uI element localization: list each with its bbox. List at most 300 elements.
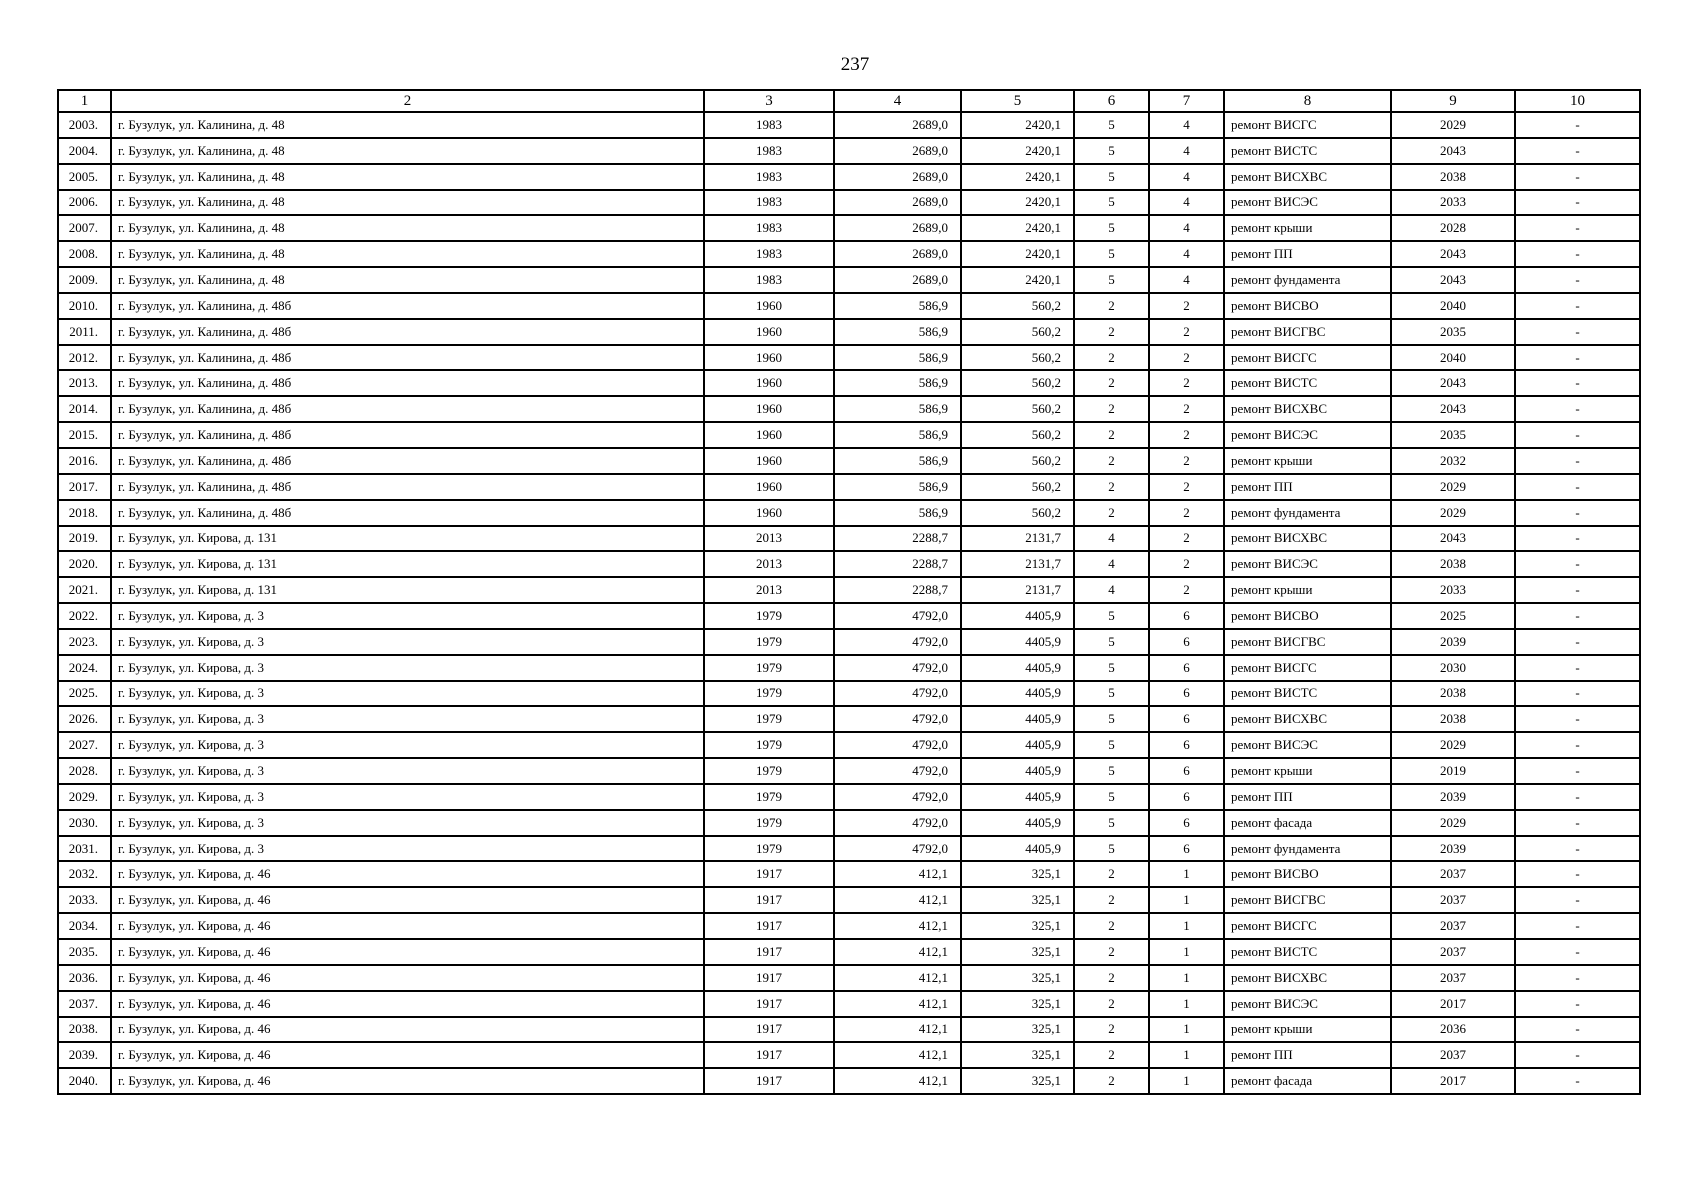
total-area-cell: 4792,0 <box>834 655 961 681</box>
total-area-cell: 412,1 <box>834 887 961 913</box>
note-cell: - <box>1515 370 1640 396</box>
entrances-cell: 1 <box>1149 1042 1224 1068</box>
table-row <box>58 836 1640 862</box>
living-area-cell: 4405,9 <box>961 732 1074 758</box>
entrances-cell: 1 <box>1149 1068 1224 1094</box>
table-row <box>58 629 1640 655</box>
address-cell: г. Бузулук, ул. Кирова, д. 3 <box>111 732 704 758</box>
row-number-cell: 2020. <box>58 551 111 577</box>
floors-cell: 5 <box>1074 138 1149 164</box>
note-cell: - <box>1515 732 1640 758</box>
total-area-cell: 4792,0 <box>834 732 961 758</box>
entrances-cell: 1 <box>1149 991 1224 1017</box>
entrances-cell: 6 <box>1149 810 1224 836</box>
total-area-cell: 586,9 <box>834 370 961 396</box>
address-cell: г. Бузулук, ул. Кирова, д. 3 <box>111 758 704 784</box>
floors-cell: 5 <box>1074 241 1149 267</box>
planned-year-cell: 2017 <box>1391 991 1515 1017</box>
planned-year-cell: 2029 <box>1391 112 1515 138</box>
note-cell: - <box>1515 1017 1640 1043</box>
floors-cell: 4 <box>1074 551 1149 577</box>
address-cell: г. Бузулук, ул. Кирова, д. 131 <box>111 577 704 603</box>
entrances-cell: 4 <box>1149 138 1224 164</box>
total-area-cell: 2689,0 <box>834 164 961 190</box>
year-built-cell: 1917 <box>704 939 834 965</box>
total-area-cell: 4792,0 <box>834 629 961 655</box>
year-built-cell: 1983 <box>704 164 834 190</box>
living-area-cell: 325,1 <box>961 965 1074 991</box>
planned-year-cell: 2039 <box>1391 836 1515 862</box>
note-cell: - <box>1515 810 1640 836</box>
planned-year-cell: 2043 <box>1391 267 1515 293</box>
entrances-cell: 4 <box>1149 267 1224 293</box>
entrances-cell: 4 <box>1149 190 1224 216</box>
work-type-cell: ремонт ВИСГВС <box>1224 319 1391 345</box>
table-row <box>58 241 1640 267</box>
entrances-cell: 4 <box>1149 112 1224 138</box>
work-type-cell: ремонт ВИСВО <box>1224 293 1391 319</box>
row-number-cell: 2011. <box>58 319 111 345</box>
row-number-cell: 2028. <box>58 758 111 784</box>
address-cell: г. Бузулук, ул. Кирова, д. 46 <box>111 965 704 991</box>
planned-year-cell: 2038 <box>1391 706 1515 732</box>
row-number-cell: 2036. <box>58 965 111 991</box>
entrances-cell: 1 <box>1149 887 1224 913</box>
planned-year-cell: 2025 <box>1391 603 1515 629</box>
address-cell: г. Бузулук, ул. Кирова, д. 3 <box>111 655 704 681</box>
work-type-cell: ремонт ВИСВО <box>1224 603 1391 629</box>
column-header: 4 <box>834 90 961 112</box>
row-number-cell: 2015. <box>58 422 111 448</box>
floors-cell: 5 <box>1074 784 1149 810</box>
floors-cell: 5 <box>1074 655 1149 681</box>
planned-year-cell: 2043 <box>1391 138 1515 164</box>
year-built-cell: 1960 <box>704 448 834 474</box>
year-built-cell: 1979 <box>704 655 834 681</box>
work-type-cell: ремонт ВИСХВС <box>1224 526 1391 552</box>
note-cell: - <box>1515 215 1640 241</box>
work-type-cell: ремонт ВИСТС <box>1224 138 1391 164</box>
work-type-cell: ремонт ВИСТС <box>1224 681 1391 707</box>
floors-cell: 2 <box>1074 887 1149 913</box>
address-cell: г. Бузулук, ул. Кирова, д. 131 <box>111 551 704 577</box>
address-cell: г. Бузулук, ул. Калинина, д. 48б <box>111 345 704 371</box>
entrances-cell: 1 <box>1149 861 1224 887</box>
total-area-cell: 2288,7 <box>834 526 961 552</box>
address-cell: г. Бузулук, ул. Кирова, д. 46 <box>111 887 704 913</box>
year-built-cell: 1983 <box>704 267 834 293</box>
year-built-cell: 2013 <box>704 577 834 603</box>
floors-cell: 5 <box>1074 164 1149 190</box>
floors-cell: 2 <box>1074 500 1149 526</box>
living-area-cell: 2420,1 <box>961 241 1074 267</box>
total-area-cell: 586,9 <box>834 448 961 474</box>
year-built-cell: 1979 <box>704 836 834 862</box>
year-built-cell: 1979 <box>704 603 834 629</box>
table-row <box>58 164 1640 190</box>
address-cell: г. Бузулук, ул. Калинина, д. 48б <box>111 448 704 474</box>
total-area-cell: 4792,0 <box>834 810 961 836</box>
total-area-cell: 4792,0 <box>834 706 961 732</box>
column-header: 3 <box>704 90 834 112</box>
year-built-cell: 1979 <box>704 784 834 810</box>
header-row <box>58 90 1640 112</box>
living-area-cell: 325,1 <box>961 1017 1074 1043</box>
planned-year-cell: 2043 <box>1391 370 1515 396</box>
note-cell: - <box>1515 681 1640 707</box>
note-cell: - <box>1515 706 1640 732</box>
address-cell: г. Бузулук, ул. Калинина, д. 48б <box>111 500 704 526</box>
floors-cell: 2 <box>1074 370 1149 396</box>
living-area-cell: 560,2 <box>961 370 1074 396</box>
total-area-cell: 4792,0 <box>834 758 961 784</box>
note-cell: - <box>1515 939 1640 965</box>
table-row <box>58 655 1640 681</box>
planned-year-cell: 2029 <box>1391 732 1515 758</box>
total-area-cell: 412,1 <box>834 991 961 1017</box>
table-row <box>58 810 1640 836</box>
table-row <box>58 190 1640 216</box>
work-type-cell: ремонт ВИСХВС <box>1224 164 1391 190</box>
work-type-cell: ремонт ПП <box>1224 474 1391 500</box>
living-area-cell: 2131,7 <box>961 526 1074 552</box>
note-cell: - <box>1515 1042 1640 1068</box>
living-area-cell: 325,1 <box>961 1068 1074 1094</box>
total-area-cell: 4792,0 <box>834 681 961 707</box>
entrances-cell: 2 <box>1149 345 1224 371</box>
year-built-cell: 1979 <box>704 758 834 784</box>
planned-year-cell: 2043 <box>1391 396 1515 422</box>
row-number-cell: 2009. <box>58 267 111 293</box>
total-area-cell: 412,1 <box>834 913 961 939</box>
living-area-cell: 560,2 <box>961 293 1074 319</box>
work-type-cell: ремонт ВИСТС <box>1224 370 1391 396</box>
column-header: 2 <box>111 90 704 112</box>
planned-year-cell: 2038 <box>1391 164 1515 190</box>
address-cell: г. Бузулук, ул. Калинина, д. 48б <box>111 293 704 319</box>
work-type-cell: ремонт фундамента <box>1224 836 1391 862</box>
entrances-cell: 6 <box>1149 629 1224 655</box>
row-number-cell: 2018. <box>58 500 111 526</box>
address-cell: г. Бузулук, ул. Калинина, д. 48б <box>111 319 704 345</box>
entrances-cell: 1 <box>1149 965 1224 991</box>
living-area-cell: 4405,9 <box>961 836 1074 862</box>
entrances-cell: 4 <box>1149 241 1224 267</box>
table-row <box>58 474 1640 500</box>
table-row <box>58 965 1640 991</box>
total-area-cell: 586,9 <box>834 396 961 422</box>
row-number-cell: 2023. <box>58 629 111 655</box>
year-built-cell: 1917 <box>704 965 834 991</box>
entrances-cell: 1 <box>1149 939 1224 965</box>
row-number-cell: 2006. <box>58 190 111 216</box>
note-cell: - <box>1515 138 1640 164</box>
total-area-cell: 4792,0 <box>834 603 961 629</box>
table-row <box>58 1042 1640 1068</box>
year-built-cell: 1960 <box>704 422 834 448</box>
total-area-cell: 586,9 <box>834 293 961 319</box>
work-type-cell: ремонт фасада <box>1224 1068 1391 1094</box>
floors-cell: 5 <box>1074 732 1149 758</box>
planned-year-cell: 2035 <box>1391 319 1515 345</box>
row-number-cell: 2035. <box>58 939 111 965</box>
planned-year-cell: 2017 <box>1391 1068 1515 1094</box>
address-cell: г. Бузулук, ул. Кирова, д. 46 <box>111 861 704 887</box>
note-cell: - <box>1515 241 1640 267</box>
planned-year-cell: 2032 <box>1391 448 1515 474</box>
planned-year-cell: 2035 <box>1391 422 1515 448</box>
address-cell: г. Бузулук, ул. Кирова, д. 3 <box>111 706 704 732</box>
total-area-cell: 586,9 <box>834 422 961 448</box>
floors-cell: 2 <box>1074 448 1149 474</box>
row-number-cell: 2032. <box>58 861 111 887</box>
table-row <box>58 215 1640 241</box>
year-built-cell: 1917 <box>704 1017 834 1043</box>
total-area-cell: 2689,0 <box>834 138 961 164</box>
table-row <box>58 345 1640 371</box>
floors-cell: 2 <box>1074 293 1149 319</box>
planned-year-cell: 2037 <box>1391 965 1515 991</box>
entrances-cell: 2 <box>1149 293 1224 319</box>
note-cell: - <box>1515 784 1640 810</box>
planned-year-cell: 2039 <box>1391 629 1515 655</box>
floors-cell: 5 <box>1074 603 1149 629</box>
row-number-cell: 2019. <box>58 526 111 552</box>
total-area-cell: 412,1 <box>834 1068 961 1094</box>
planned-year-cell: 2037 <box>1391 861 1515 887</box>
entrances-cell: 6 <box>1149 836 1224 862</box>
year-built-cell: 1917 <box>704 1042 834 1068</box>
row-number-cell: 2007. <box>58 215 111 241</box>
entrances-cell: 6 <box>1149 655 1224 681</box>
planned-year-cell: 2029 <box>1391 500 1515 526</box>
floors-cell: 2 <box>1074 319 1149 345</box>
year-built-cell: 1917 <box>704 913 834 939</box>
living-area-cell: 325,1 <box>961 939 1074 965</box>
year-built-cell: 1983 <box>704 190 834 216</box>
row-number-cell: 2003. <box>58 112 111 138</box>
floors-cell: 2 <box>1074 1017 1149 1043</box>
total-area-cell: 2689,0 <box>834 112 961 138</box>
planned-year-cell: 2029 <box>1391 474 1515 500</box>
work-type-cell: ремонт ВИСГВС <box>1224 629 1391 655</box>
table-row <box>58 526 1640 552</box>
column-header: 7 <box>1149 90 1224 112</box>
table-row <box>58 396 1640 422</box>
entrances-cell: 2 <box>1149 370 1224 396</box>
living-area-cell: 560,2 <box>961 500 1074 526</box>
floors-cell: 2 <box>1074 422 1149 448</box>
year-built-cell: 1917 <box>704 861 834 887</box>
entrances-cell: 2 <box>1149 526 1224 552</box>
floors-cell: 4 <box>1074 526 1149 552</box>
total-area-cell: 2288,7 <box>834 551 961 577</box>
note-cell: - <box>1515 500 1640 526</box>
row-number-cell: 2004. <box>58 138 111 164</box>
year-built-cell: 1917 <box>704 887 834 913</box>
total-area-cell: 586,9 <box>834 500 961 526</box>
work-type-cell: ремонт ВИСГС <box>1224 655 1391 681</box>
total-area-cell: 2689,0 <box>834 190 961 216</box>
table-row <box>58 448 1640 474</box>
table-row <box>58 603 1640 629</box>
living-area-cell: 560,2 <box>961 422 1074 448</box>
living-area-cell: 4405,9 <box>961 629 1074 655</box>
address-cell: г. Бузулук, ул. Кирова, д. 46 <box>111 913 704 939</box>
total-area-cell: 586,9 <box>834 474 961 500</box>
year-built-cell: 2013 <box>704 526 834 552</box>
year-built-cell: 1979 <box>704 706 834 732</box>
entrances-cell: 2 <box>1149 474 1224 500</box>
address-cell: г. Бузулук, ул. Калинина, д. 48 <box>111 164 704 190</box>
living-area-cell: 2131,7 <box>961 577 1074 603</box>
column-header: 9 <box>1391 90 1515 112</box>
work-type-cell: ремонт ПП <box>1224 241 1391 267</box>
row-number-cell: 2026. <box>58 706 111 732</box>
floors-cell: 2 <box>1074 474 1149 500</box>
note-cell: - <box>1515 267 1640 293</box>
planned-year-cell: 2033 <box>1391 190 1515 216</box>
work-type-cell: ремонт ВИСЭС <box>1224 991 1391 1017</box>
note-cell: - <box>1515 164 1640 190</box>
floors-cell: 2 <box>1074 939 1149 965</box>
year-built-cell: 1983 <box>704 138 834 164</box>
entrances-cell: 1 <box>1149 913 1224 939</box>
address-cell: г. Бузулук, ул. Кирова, д. 46 <box>111 1068 704 1094</box>
row-number-cell: 2027. <box>58 732 111 758</box>
table-row <box>58 293 1640 319</box>
row-number-cell: 2008. <box>58 241 111 267</box>
entrances-cell: 2 <box>1149 577 1224 603</box>
table-row <box>58 861 1640 887</box>
address-cell: г. Бузулук, ул. Кирова, д. 3 <box>111 784 704 810</box>
row-number-cell: 2037. <box>58 991 111 1017</box>
planned-year-cell: 2019 <box>1391 758 1515 784</box>
floors-cell: 2 <box>1074 991 1149 1017</box>
year-built-cell: 1917 <box>704 1068 834 1094</box>
work-type-cell: ремонт ВИСЭС <box>1224 422 1391 448</box>
work-type-cell: ремонт крыши <box>1224 577 1391 603</box>
living-area-cell: 2420,1 <box>961 138 1074 164</box>
work-type-cell: ремонт ВИСТС <box>1224 939 1391 965</box>
address-cell: г. Бузулук, ул. Кирова, д. 3 <box>111 603 704 629</box>
table-row <box>58 758 1640 784</box>
planned-year-cell: 2030 <box>1391 655 1515 681</box>
address-cell: г. Бузулук, ул. Кирова, д. 3 <box>111 681 704 707</box>
row-number-cell: 2014. <box>58 396 111 422</box>
note-cell: - <box>1515 836 1640 862</box>
row-number-cell: 2025. <box>58 681 111 707</box>
note-cell: - <box>1515 577 1640 603</box>
note-cell: - <box>1515 913 1640 939</box>
work-type-cell: ремонт ВИСГС <box>1224 913 1391 939</box>
planned-year-cell: 2037 <box>1391 1042 1515 1068</box>
table-row <box>58 706 1640 732</box>
living-area-cell: 2420,1 <box>961 112 1074 138</box>
year-built-cell: 1960 <box>704 319 834 345</box>
table-row <box>58 112 1640 138</box>
total-area-cell: 2689,0 <box>834 215 961 241</box>
work-type-cell: ремонт ВИСХВС <box>1224 965 1391 991</box>
entrances-cell: 6 <box>1149 758 1224 784</box>
living-area-cell: 325,1 <box>961 991 1074 1017</box>
work-type-cell: ремонт крыши <box>1224 1017 1391 1043</box>
planned-year-cell: 2043 <box>1391 241 1515 267</box>
entrances-cell: 2 <box>1149 422 1224 448</box>
total-area-cell: 4792,0 <box>834 784 961 810</box>
note-cell: - <box>1515 112 1640 138</box>
living-area-cell: 560,2 <box>961 396 1074 422</box>
entrances-cell: 6 <box>1149 732 1224 758</box>
entrances-cell: 6 <box>1149 681 1224 707</box>
address-cell: г. Бузулук, ул. Кирова, д. 3 <box>111 810 704 836</box>
address-cell: г. Бузулук, ул. Калинина, д. 48б <box>111 474 704 500</box>
planned-year-cell: 2040 <box>1391 293 1515 319</box>
row-number-cell: 2013. <box>58 370 111 396</box>
planned-year-cell: 2039 <box>1391 784 1515 810</box>
floors-cell: 5 <box>1074 836 1149 862</box>
address-cell: г. Бузулук, ул. Калинина, д. 48б <box>111 422 704 448</box>
note-cell: - <box>1515 758 1640 784</box>
repair-schedule-table <box>57 89 1641 1095</box>
entrances-cell: 6 <box>1149 784 1224 810</box>
year-built-cell: 1960 <box>704 474 834 500</box>
note-cell: - <box>1515 965 1640 991</box>
table-row <box>58 1017 1640 1043</box>
floors-cell: 5 <box>1074 810 1149 836</box>
work-type-cell: ремонт ВИСЭС <box>1224 551 1391 577</box>
floors-cell: 2 <box>1074 1068 1149 1094</box>
address-cell: г. Бузулук, ул. Калинина, д. 48 <box>111 112 704 138</box>
address-cell: г. Бузулук, ул. Калинина, д. 48 <box>111 190 704 216</box>
entrances-cell: 2 <box>1149 396 1224 422</box>
floors-cell: 2 <box>1074 396 1149 422</box>
address-cell: г. Бузулук, ул. Кирова, д. 46 <box>111 939 704 965</box>
year-built-cell: 1960 <box>704 500 834 526</box>
entrances-cell: 1 <box>1149 1017 1224 1043</box>
floors-cell: 2 <box>1074 861 1149 887</box>
entrances-cell: 6 <box>1149 603 1224 629</box>
table-row <box>58 681 1640 707</box>
work-type-cell: ремонт фундамента <box>1224 500 1391 526</box>
total-area-cell: 412,1 <box>834 1017 961 1043</box>
address-cell: г. Бузулук, ул. Кирова, д. 131 <box>111 526 704 552</box>
total-area-cell: 412,1 <box>834 861 961 887</box>
column-header: 6 <box>1074 90 1149 112</box>
row-number-cell: 2038. <box>58 1017 111 1043</box>
work-type-cell: ремонт ВИСХВС <box>1224 396 1391 422</box>
address-cell: г. Бузулук, ул. Кирова, д. 3 <box>111 629 704 655</box>
row-number-cell: 2016. <box>58 448 111 474</box>
row-number-cell: 2033. <box>58 887 111 913</box>
entrances-cell: 2 <box>1149 500 1224 526</box>
work-type-cell: ремонт ВИСЭС <box>1224 732 1391 758</box>
table-row <box>58 1068 1640 1094</box>
table-row <box>58 500 1640 526</box>
living-area-cell: 4405,9 <box>961 603 1074 629</box>
year-built-cell: 1960 <box>704 293 834 319</box>
row-number-cell: 2022. <box>58 603 111 629</box>
work-type-cell: ремонт ВИСЭС <box>1224 190 1391 216</box>
living-area-cell: 325,1 <box>961 913 1074 939</box>
total-area-cell: 586,9 <box>834 345 961 371</box>
row-number-cell: 2024. <box>58 655 111 681</box>
year-built-cell: 1960 <box>704 345 834 371</box>
living-area-cell: 560,2 <box>961 474 1074 500</box>
total-area-cell: 412,1 <box>834 939 961 965</box>
work-type-cell: ремонт ВИСГС <box>1224 112 1391 138</box>
column-header: 8 <box>1224 90 1391 112</box>
